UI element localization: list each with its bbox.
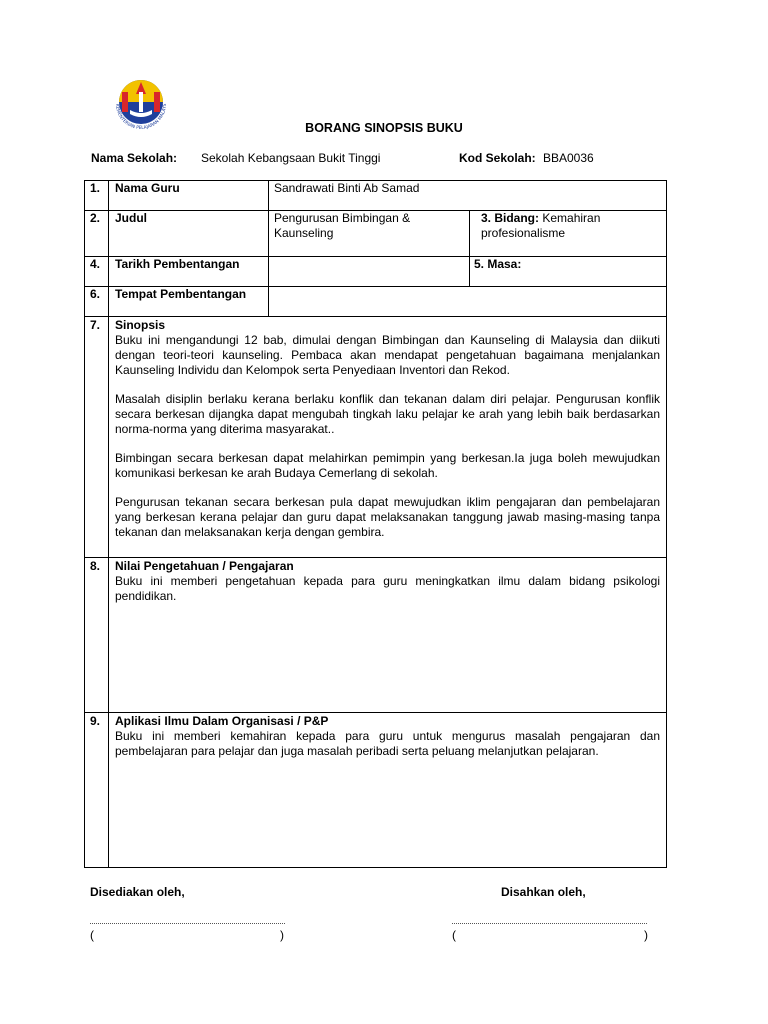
school-name-label: Nama Sekolah:	[91, 151, 178, 165]
synopsis-label: Sinopsis	[115, 318, 166, 332]
synopsis-form	[84, 180, 667, 868]
knowledge-value-section	[115, 559, 660, 604]
logo-text: KEMENTERIAN PELAJARAN MALAYS	[113, 103, 169, 132]
synopsis-paragraph-4: Pengurusan tekanan secara berkesan pula dapat mewujudkan iklim pengajaran dan pembelajaran yang berkesan kerana pelajar dan guru dapat melaksanakan tanggung jawab masing-masing tanpa tekanan dan melaksanakan kerja dengan gembira.	[115, 495, 660, 539]
row-2-number: 2.	[90, 211, 101, 225]
school-code-label: Kod Sekolah:	[459, 151, 536, 165]
prepared-signature-line	[90, 923, 285, 924]
synopsis-section	[115, 318, 660, 540]
synopsis-paragraph-2: Masalah disiplin berlaku kerana berlaku konflik dan tekanan dalam diri pelajar. Pengurusan konflik secara berkesan dijangka dapat mengubah tingkah laku pelajar ke arah yang lebih baik berdasarkan norma-norma yang diterima masyarakat..	[115, 392, 660, 436]
application-section	[115, 714, 660, 759]
row-7-number: 7.	[90, 318, 101, 332]
row-4-number: 4.	[90, 257, 101, 271]
school-name-value: Sekolah Kebangsaan Bukit Tinggi	[201, 151, 381, 165]
approved-paren-open: (	[452, 928, 456, 942]
prepared-paren-open: (	[90, 928, 94, 942]
application-label: Aplikasi Ilmu Dalam Organisasi / P&P	[115, 714, 329, 728]
form-title: BORANG SINOPSIS BUKU	[305, 121, 463, 135]
teacher-name-value: Sandrawati Binti Ab Samad	[274, 181, 420, 195]
synopsis-paragraph-1: Buku ini mengandungi 12 bab, dimulai dengan Bimbingan dan Kaunseling di Malaysia dan diikuti dengan teori-teori kaunseling. Pembaca akan mendapat pengetahuan bagaimana menjalankan Kaunseling Individu dan Kelompok serta Penyediaan Inventori dan Rekod.	[115, 333, 660, 377]
approved-signature-line	[452, 923, 647, 924]
school-code-value: BBA0036	[543, 151, 594, 165]
row-8-number: 8.	[90, 559, 101, 573]
knowledge-value-text: Buku ini memberi pengetahuan kepada para guru meningkatkan ilmu dalam bidang psikologi pendidikan.	[115, 574, 660, 603]
knowledge-value-label: Nilai Pengetahuan / Pengajaran	[115, 559, 294, 573]
row-6-number: 6.	[90, 287, 101, 301]
teacher-name-label: Nama Guru	[115, 181, 180, 195]
presentation-place-label: Tempat Pembentangan	[115, 287, 247, 301]
row-9-number: 9.	[90, 714, 101, 728]
title-label: Judul	[115, 211, 147, 225]
field-cell	[481, 211, 661, 241]
synopsis-paragraph-3: Bimbingan secara berkesan dapat melahirkan pemimpin yang berkesan.Ia juga boleh mewujudkan komunikasi berkesan ke arah Budaya Cemerlang di sekolah.	[115, 451, 660, 480]
application-text: Buku ini memberi kemahiran kepada para guru untuk mengurus masalah pengajaran dan pembelajaran para pelajar dan juga masalah peribadi serta peluang melanjutkan pelajaran.	[115, 729, 660, 758]
presentation-date-label: Tarikh Pembentangan	[115, 257, 240, 271]
book-title-value: Pengurusan Bimbingan & Kaunseling	[274, 211, 411, 240]
field-label: 3. Bidang:	[481, 211, 540, 225]
field-value: Kemahiran profesionalisme	[481, 211, 601, 240]
approved-by-label: Disahkan oleh,	[501, 885, 586, 899]
approved-paren-close: )	[644, 928, 648, 942]
prepared-by-label: Disediakan oleh,	[90, 885, 185, 899]
prepared-paren-close: )	[280, 928, 284, 942]
duration-label: 5. Masa:	[474, 257, 522, 271]
row-1-number: 1.	[90, 181, 101, 195]
